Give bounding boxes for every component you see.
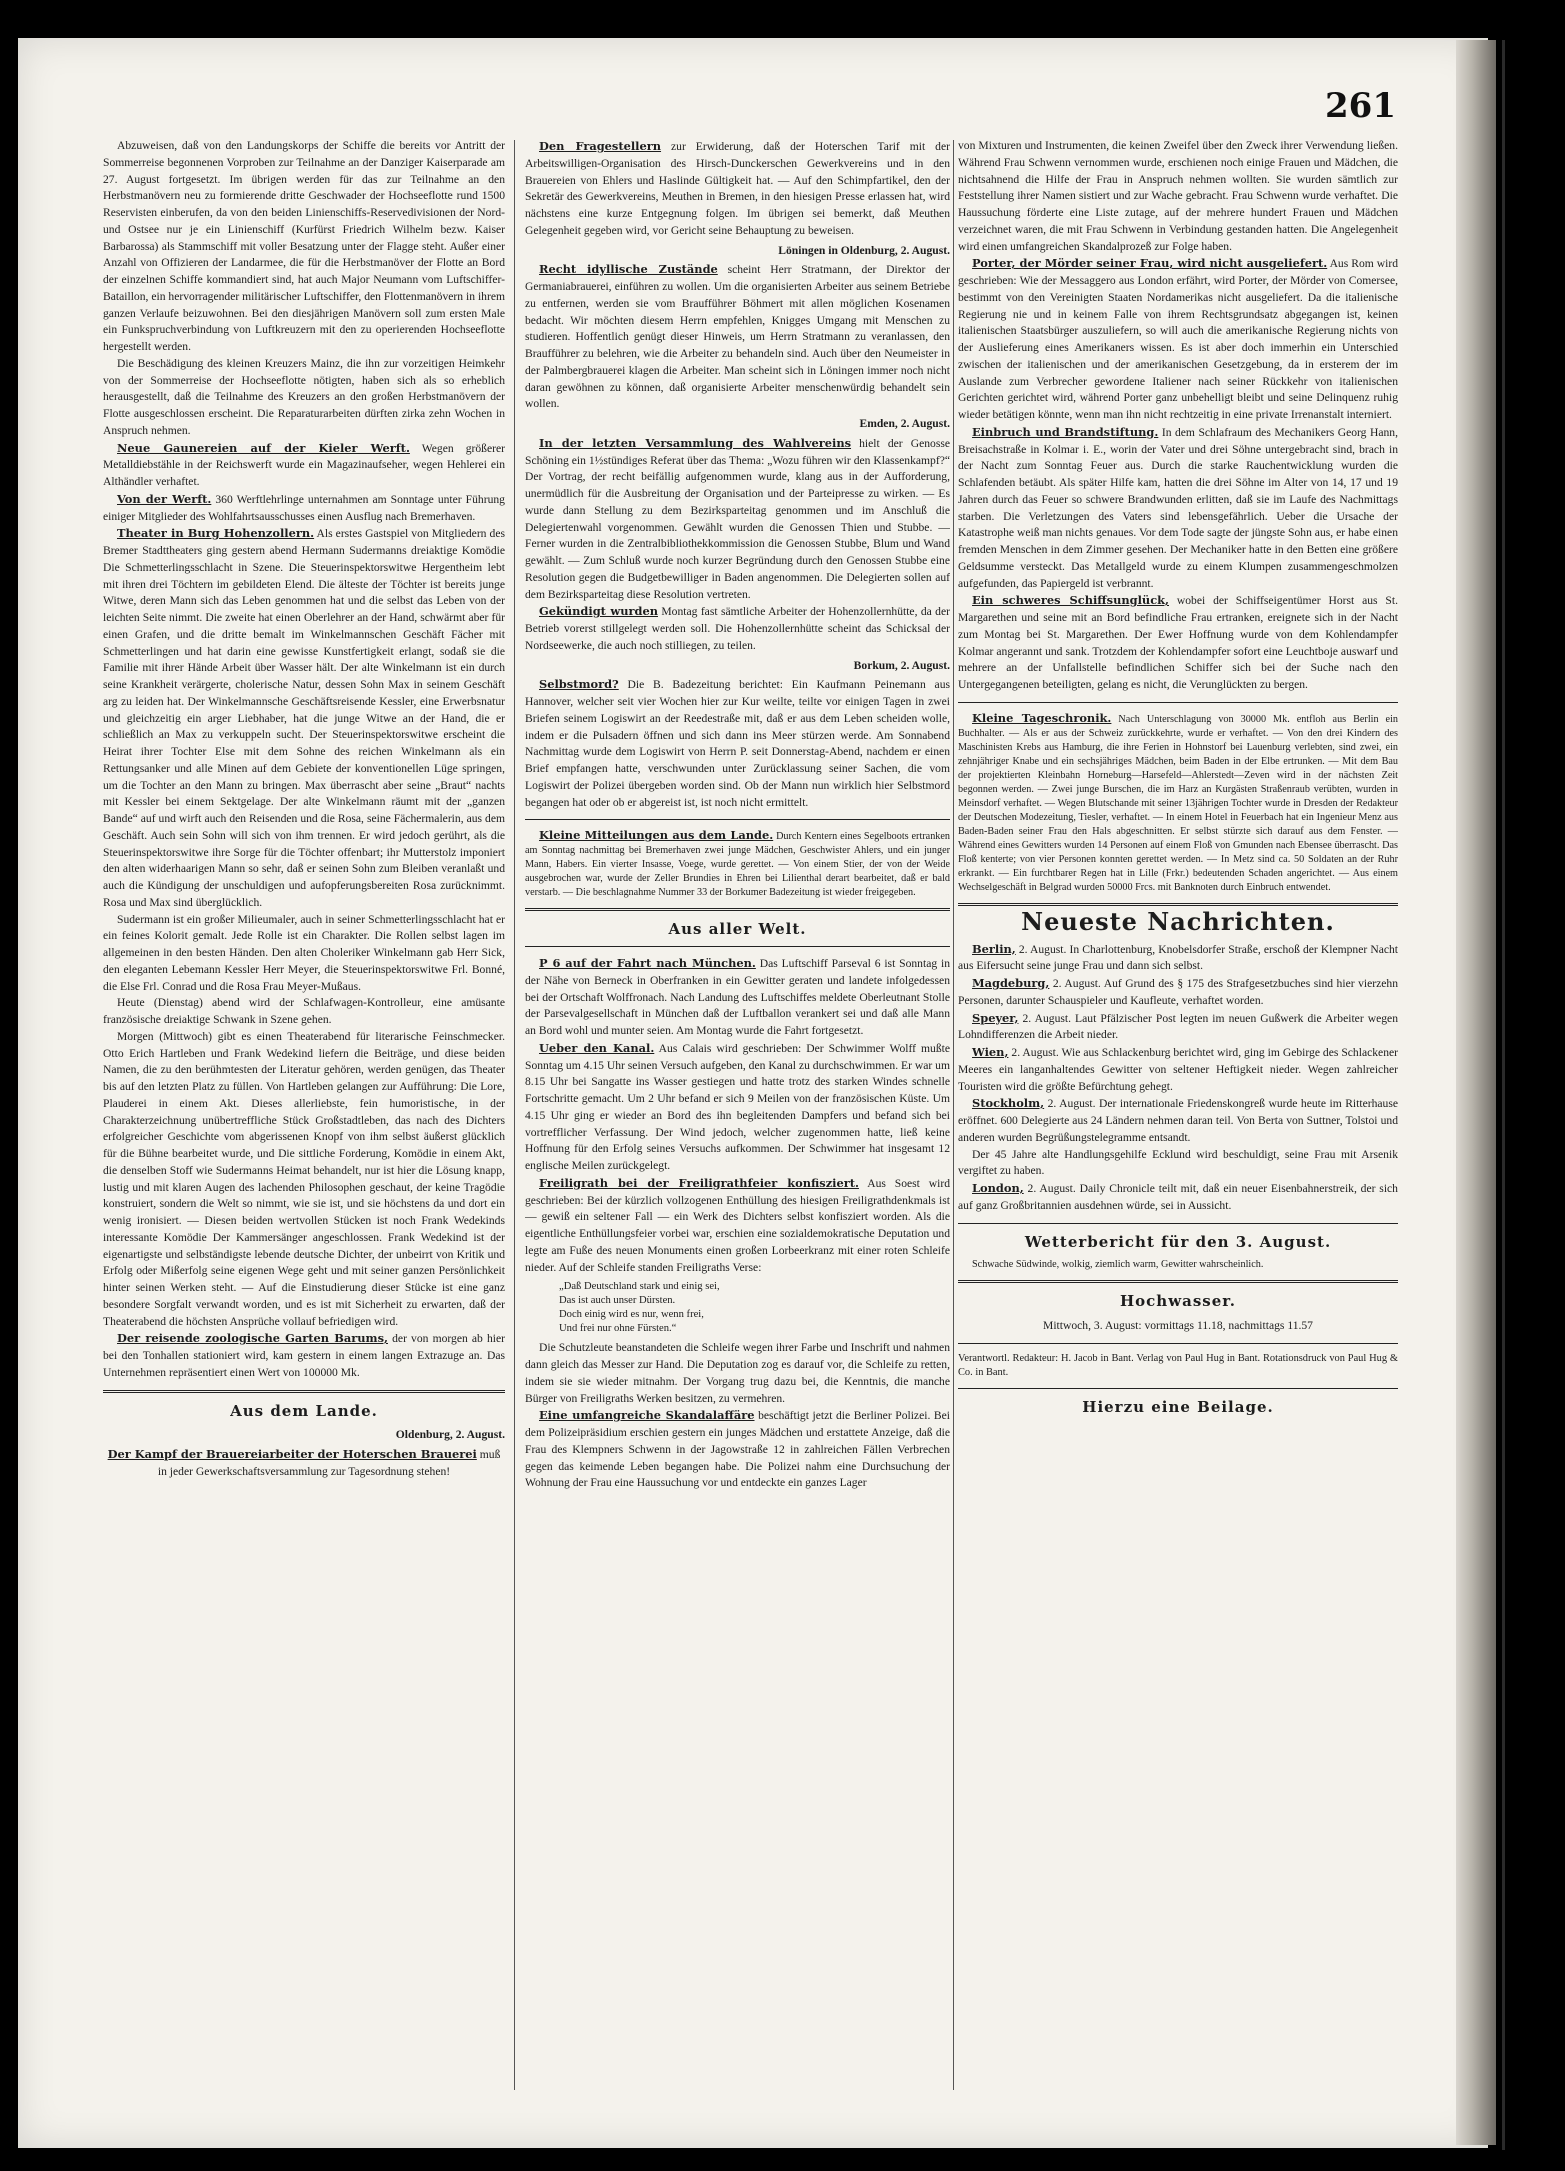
- section-divider: [958, 903, 1398, 906]
- column-1: [103, 138, 505, 2073]
- article-heading: P 6 auf der Fahrt nach München.: [539, 956, 756, 970]
- article: [958, 424, 1398, 593]
- dateline: Oldenburg, 2. August.: [395, 1428, 505, 1442]
- article-text: 2. August. Laut Pfälzischer Post legten im neuen Gußwerk die Arbeiter wegen Lohndifferenzen die Arbeit nieder.: [958, 1011, 1398, 1042]
- article-heading: Theater in Burg Hohenzollern.: [117, 526, 315, 541]
- article-heading: Recht idyllische Zustände: [539, 262, 718, 277]
- supplement-note: Hierzu eine Beilage.: [1082, 1397, 1274, 1416]
- article-text: Wegen größerer Metalldiebstähle in der Reichswerft wurde ein Magazinaufseher, wegen Hehlerei ein Althändler verhaftet.: [103, 441, 505, 488]
- article: [103, 491, 505, 526]
- column-rule: [514, 140, 515, 2090]
- flood-title: Hochwasser.: [1119, 1292, 1237, 1311]
- article-heading: Kleine Tageschronik.: [972, 710, 1112, 725]
- section-divider: [525, 908, 950, 911]
- article-heading: Wien,: [972, 1045, 1009, 1059]
- verse: [559, 1280, 950, 1336]
- column-3: [958, 138, 1398, 2098]
- divider: [958, 1388, 1398, 1389]
- verse-line: „Daß Deutschland stark und einig sei,: [559, 1281, 720, 1293]
- article: [103, 440, 505, 491]
- article-heading: Selbstmord?: [539, 677, 619, 692]
- article-text: Aus Rom wird geschrieben: Wie der Messaggero aus London erfährt, wird Porter, der Mörder von Comersee, bestimmt von den Vereinigten Staaten Nordamerikas nicht ausgeliefert. Da die italienische Regierung nie und in keinem Falle von ihrem Rechtsgrundsatz abgegangen ist, keinen italienischen Staatsbürger auszuliefern, so will auch die amerikanische Regierung nichts von der Auslieferung eines Amerikaners wissen. Es ist aber doch immerhin ein Unterschied zwischen der italienischen und der amerikanischen Gesetzgebung, da in ersterem der im Auslande zum Verbrecher gewordene Italiener nach seiner Rückkehr von italienischen Gerichten gerichtet wird, während Porter ganz unbehelligt bleibt und seine Delinquenz ruhig wieder betätigen könnte, wenn man ihn nicht rechtzeitig in eine private Irrenanstalt interniert.: [958, 257, 1398, 421]
- article: [958, 975, 1398, 1010]
- divider: [958, 1223, 1398, 1224]
- dateline: Emden, 2. August.: [859, 417, 950, 430]
- article-heading: Magdeburg,: [972, 976, 1050, 990]
- section-title-neueste-nachrichten: Neueste Nachrichten.: [1021, 906, 1335, 936]
- article-text: 2. August. Der internationale Friedenskongreß wurde heute im Ritterhause eröffnet. 600 Delegierte aus 24 Ländern nehmen daran teil. Von Berta von Suttner, Tolstoi und anderen wurden Begrüßungstelegramme entsandt.: [958, 1097, 1398, 1144]
- binding-edge: [1502, 40, 1505, 2150]
- weather-title: Wetterbericht für den 3. August.: [1024, 1232, 1332, 1251]
- article-text: Aus Soest wird geschrieben: Bei der kürzlich vollzogenen Enthüllung des hiesigen Freiligrathdenkmals ist — gewiß ein seltener Fall — ein Werk des Dichters selbst konfisziert worden. Als die eigentliche Enthüllungsfeier vorbei war, erschien eine sozialdemokratische Deputation und legte am Fuße des neuen Monuments einen großen Lorbeerkranz mit einer roten Schleife nieder. Auf der Schleife standen Freiligraths Verse:: [525, 1176, 950, 1274]
- article-heading: Neue Gaunereien auf der Kieler Werft.: [117, 440, 410, 455]
- article: [103, 525, 505, 911]
- article-text: der von morgen ab hier bei den Tonhallen stationiert wird, kam gestern in einem langen Extrazuge an. Das Unternehmen repräsentiert einen Wert von 100000 Mk.: [103, 1332, 505, 1379]
- article: [958, 592, 1398, 694]
- small-news: [958, 711, 1398, 895]
- article: [103, 912, 505, 996]
- divider: [958, 702, 1398, 703]
- article-text: Durch Kentern eines Segelboots ertranken am Sonntag nachmittag bei Bremerhaven zwei junge Mädchen, Geschwister Ahlers, und ein junger Mann, Habers. Ein vierter Insasse, Voege, wurde gerettet. — Von einem Stier, der von der Weide ausgebrochen war, wurde der Zeller Brundies in Ehren bei Lilienthal derart bearbeitet, daß er bald verstarb. — Die beschlagnahme Nummer 33 der Borkumer Badezeitung ist wieder freigegeben.: [525, 831, 950, 899]
- article: [958, 941, 1398, 976]
- article: [103, 1330, 505, 1381]
- article-text: scheint Herr Stratmann, der Direktor der Germaniabrauerei, einführen zu wollen. Um die organisierten Arbeiter aus seinem Betriebe zu entfernen, werden sie vom Braufführer Böhmert mit allen möglichen Kosenamen bedacht. Wir möchten diesem Herrn empfehlen, Knigges Umgang mit Menschen zu studieren. Hoffentlich genügt dieser Hinweis, um Herrn Stratmann zu veranlassen, den Braufführer zu belehren, wie die Arbeiter zu behandeln sind. Auch über den Neumeister in der Palmbergbrauerei klagen die Arbeiter. Man scheint sich in Löningen immer noch nicht daran gewöhnen zu können, daß organisierte Arbeiter menschenwürdig behandelt sein wollen.: [525, 263, 950, 411]
- weather-text: Schwache Südwinde, wolkig, ziemlich warm, Gewitter wahrscheinlich.: [972, 1259, 1264, 1271]
- article: [525, 676, 950, 811]
- section-divider: [103, 1390, 505, 1393]
- article: [958, 138, 1398, 255]
- article: [525, 261, 950, 413]
- article-heading: Ueber den Kanal.: [539, 1040, 655, 1055]
- article-heading: Porter, der Mörder seiner Frau, wird nicht ausgeliefert.: [972, 256, 1328, 271]
- article: [103, 138, 505, 356]
- article-text: Montag fast sämtliche Arbeiter der Hohenzollernhütte, da der Betrieb vorerst stillgelegt werden soll. Die Hohenzollernhütte scheint das Schicksal der Nordseewerke, die auch noch stilliegen, zu teilen.: [525, 605, 950, 652]
- page-number: 261: [1325, 86, 1396, 126]
- article: [103, 995, 505, 1029]
- article-text: wobei der Schiffseigentümer Horst aus St. Margarethen und seine mit an Bord befindliche Frau ertranken, ereignete sich in der Nacht zum Montag bei St. Margarethen. Der Ewer Hoffnung wurde von dem Kohlendampfer Kolmar angerannt und sank. Trotzdem der Kohlendampfer sofort eine Leuchtboje auswarf und mehrere an der Unfallstelle befindlichen Schiffer sich bei der Suche nach den Untergegangenen beteiligten, gelang es nicht, die Verunglückten zu bergen.: [958, 594, 1398, 691]
- article-heading: Kleine Mitteilungen aus dem Lande.: [539, 828, 774, 843]
- divider: [525, 946, 950, 947]
- article-heading: Der reisende zoologische Garten Barums,: [117, 1331, 388, 1346]
- article-text: muß in jeder Gewerkschaftsversammlung zur Tagesordnung stehen!: [157, 1448, 501, 1478]
- article-heading: Der Kampf der Brauereiarbeiter der Hoterschen Brauerei: [107, 1447, 477, 1461]
- article: [525, 603, 950, 654]
- article-text: Aus Calais wird geschrieben: Der Schwimmer Wolff mußte Sonntag um 4.15 Uhr seinen Versuch aufgeben, den Kanal zu durchschwimmen. Er war um 8.15 Uhr bei Sangatte ins Wasser gestiegen und hatte trotz des starken Windes schnelle Fortschritte gemacht. Um 2 Uhr befand er sich 9 Meilen von der französischen Küste. Um 4.15 Uhr ging er wieder an Bord des ihn begleitenden Dampfers und befand sich bei vortrefflicher Verfassung. Der Wind jedoch, welcher zugenommen hatte, ließ keine Hoffnung für den Erfolg seines Versuchs aufkommen. Der Schwimmer hat insgesamt 12 englische Meilen zurückgelegt.: [525, 1041, 950, 1172]
- dateline: Löningen in Oldenburg, 2. August.: [778, 243, 950, 257]
- article-text: Die B. Badezeitung berichtet: Ein Kaufmann Peinemann aus Hannover, welcher seit vier Wochen hier zur Kur weilte, teilte vor einigen Tagen in zwei Briefen seinem Logiswirt an der Reedestraße mit, daß er aus dem Leben scheiden wolle, indem er die Pulsadern öffnen und sich dann ins Meer stürzen werde. Am Sonnabend Nachmittag wurde dem Logiswirt von Herrn P. seit Donnerstag-Abend, nachdem er einen Brief empfangen hatte, verschwunden unter Zurücklassung seiner Sachen, die vom Logiswirt der Polizei übergeben worden sind. Ob der Mann nun wirklich hier Selbstmord begangen hat oder ob er abgereist ist, ist noch nicht ermittelt.: [525, 678, 950, 809]
- article-heading: Freiligrath bei der Freiligrathfeier konfisziert.: [539, 1175, 859, 1190]
- article: [525, 1407, 950, 1492]
- divider: [525, 819, 950, 820]
- article-text: Als erstes Gastspiel von Mitgliedern des Bremer Stadttheaters ging gestern abend Hermann Sudermanns dreiaktige Komödie Die Schmetterlingsschlacht in Szene. Die Steuerinspektorswitwe Hergentheim lebt mit ihren drei Töchtern im gebildeten Elend. Die älteste der Töchter ist bereits junge Witwe, deren Mann sich das Leben genommen hat und die selbst das Leben von der leichten Seite nimmt. Die zweite hat einen Oberlehrer an der Hand, schwärmt aber für einen Grafen, und die dritte bemalt im Winkelmannschen Geschäft Fächer mit Schmetterlingen und hat darin eine gewisse Kunstfertigkeit erlangt, sodaß sie die Familie mit ihrer Hände Arbeit über Wasser hält. Der alte Winkelmann ist ein durch seine Krankheit verärgerte, cholerische Natur, dessen Sohn Max in seinem Geschäft arg zu leiden hat. Der Winkelmannsche Geschäftsreisende Kessler, eine Erwerbsnatur und gleichzeitig ein arger Liebhaber, hat die junge Witwe an der Hand, die er schließlich an Max zu verkuppeln sucht. Der Steuerinspektorswitwe erscheint die Heirat ihrer Tochter Else mit dem Sohne des reichen Winkelmann als ein Rettungsanker und alle Minen auf dem Gebiete der konventionellen Lüge springen, um die Tochter an den Mann zu bringen. Max überrascht aber seine „Braut“ nachts mit Kessler bei einem Sektgelage. Der alte Winkelmann räumt mit der „ganzen Bande“ auf und wirft auch den Reisenden und die Rosa, seine Fächermalerin, aus dem Geschäft. Auch sein Sohn will sich von ihm trennen. Er wird jedoch gerührt, als die Steuerinspektorswitwe ihre Sorge für die Töchter offenbart; ihr Mutterstolz imponiert den alten widerhaarigen Mann so sehr, daß er seinen Sohn zum Bleiben veranlaßt und auch die Kündigung der unschuldigen und aufopferungsbereiten Rosa zurücknimmt. Rosa und Max sind überglücklich.: [103, 527, 505, 909]
- article: [958, 1095, 1398, 1146]
- article-text: hielt der Genosse Schöning ein 1½stündiges Referat über das Thema: „Wozu führen wir den Klassenkampf?“ Der Vortrag, der recht beifällig aufgenommen wurde, klang aus in der Aufforderung, unermüdlich für die Ausbreitung der Organisation und der Parteipresse zu wirken. — Es wurde dann Stellung zu dem Bezirksparteitag genommen und im Anschluß die Delegiertenwahl vorgenommen. Gewählt wurden die Genossen Thien und Stubbe. — Ferner wurden in die Zentralbibliothekkommission die Genossen Stubbe, Blum und Wand gewählt. — Zum Schluß wurde noch kurzer Begründung durch den Genossen Stubbe eine Resolution gegen die Budgetbewilliger in Baden angenommen. Die Delegierten sollen auf dem Bezirksparteitag diese Resolution vertreten.: [525, 436, 950, 601]
- article-heading: Gekündigt wurden: [539, 604, 658, 619]
- article-heading: Eine umfangreiche Skandalaffäre: [539, 1408, 755, 1423]
- article-heading: Speyer,: [972, 1010, 1019, 1025]
- article-text: 360 Werftlehrlinge unternahmen am Sonntage unter Führung einiger Mitglieder des Wohlfahrtsausschusses einen Ausflug nach Bremerhaven.: [103, 492, 505, 523]
- article-text: Der 45 Jahre alte Handlungsgehilfe Ecklund wird beschuldigt, seine Frau mit Arsenik vergiftet zu haben.: [958, 1147, 1398, 1178]
- article-heading: Den Fragestellern: [539, 139, 662, 153]
- article-text: Morgen (Mittwoch) gibt es einen Theaterabend für literarische Feinschmecker. Otto Erich Hartleben und Frank Wedekind liefern die Beiträge, und diese beiden Namen, die zu den berühmtesten der Literatur gehören, werden genügen, das Theater bis auf den letzten Platz zu füllen. Von Hartleben gelangen zur Aufführung: Die Lore, Plauderei in einem Akt. Dieses allerliebste, fein humoristische, in der Charakterzeichnung unübertreffliche Stück Großstadtleben, das nach des Dichters erfolgreicher Geschichte vom abgerissenen Knopf von ihm selbst äußerst glücklich für die Bühne bearbeitet wurde, und Die sittliche Forderung, Komödie in einem Akt, die denselben Stoff wie Sudermanns Heimat behandelt, nur ist hier die Lösung knapp, lustig und mit klaren Augen des lachenden Philosophen geschaut, der keine Tragödie konstruiert, sondern die Welt so nimmt, wie sie ist, und sie höchstens da und dort ein wenig ironisiert. — Diesen beiden wertvollen Stücken ist noch Frank Wedekinds interessante Komödie Der Kammersänger angeschlossen. Frank Wedekind ist der eigenartigste und selbständigste lebende deutsche Dichter, der unbeirrt von Kritik und Erfolg oder Mißerfolg seine eigenen Wege geht und mit seiner ganzen Persönlichkeit hinter seinen Werken steht. — Auf die Einstudierung dieser Stücke ist eine ganz besondere Sorgfalt verwandt worden, und es ist mit Sicherheit zu erwarten, daß der Theaterabend die höchsten Ansprüche vollauf befriedigen wird.: [103, 1029, 505, 1328]
- article-text: Sudermann ist ein großer Milieumaler, auch in seiner Schmetterlingsschlacht hat er ein feines Kolorit gemalt. Jede Rolle ist ein Charakter. Die Rollen selbst lagen im allgemeinen in den besten Händen. Den alten Choleriker Winkelmann gab Herr Sick, den eleganten Lebemann Kessler Herr Meyer, die Steuerinspektorswitwe Frl. Bonné, die Else Frl. Conrad und die Rosa Frau Meyer-Mußaus.: [103, 912, 505, 993]
- article-text: 2. August. Daily Chronicle teilt mit, daß ein neuer Eisenbahnerstreik, der sich auf ganz Großbritannien ausdehnen würde, sei in Aussicht.: [958, 1182, 1398, 1212]
- article: [525, 1175, 950, 1277]
- article-text: Die Beschädigung des kleinen Kreuzers Mainz, die ihn zur vorzeitigen Heimkehr von der Sommerreise der Hochseeflotte nötigten, haben sich als so erheblich herausgestellt, daß die Teilnahme des Kreuzers an den großen Herbstmanövern der Flotte ausgeschlossen erscheint. Die Reparaturarbeiten dürften zirka zehn Wochen in Anspruch nehmen.: [103, 356, 505, 437]
- section-divider: [958, 1280, 1398, 1283]
- article-text: zur Erwiderung, daß der Hoterschen Tarif mit der Arbeitswilligen-Organisation des Hirsch-Dunckerschen Gewerkvereins und in den Brauereien von Ehlers und Haslinde Gültigkeit hat. — Auf den Schimpfartikel, den der Sekretär des Gewerkvereins, Meuthen in Bremen, in den hiesigen Presse erlassen hat, wird nächstens eine kurze Entgegnung folgen. Im übrigen sei bemerkt, daß Meuthen Gelegenheit gegeben wird, vor Gericht seine Behauptung zu beweisen.: [525, 140, 950, 237]
- article-text: Das Luftschiff Parseval 6 ist Sonntag in der Nähe von Berneck in Oberfranken in ein Gewitter geraten und landete infolgedessen bei der Ortschaft Wolffronach. Nach Landung des Luftschiffes meldete Oberleutnant Stolle der Parsevalgesellschaft in München daß der Luftballon verankert sei und daß alle Mann an Bord wohl und munter seien. Am Montag wurde die Fahrt fortgesetzt.: [525, 957, 950, 1037]
- verse-line: Doch einig wird es nur, wenn frei,: [559, 1309, 704, 1321]
- column-rule: [953, 140, 954, 2090]
- article-text: Nach Unterschlagung von 30000 Mk. entfloh aus Berlin ein Buchhalter. — Als er aus der Schweiz zurückkehrte, wurde er verhaftet. — Von den drei Kindern des Maschinisten Krebs aus Hamburg, die ihre Ferien in Hohnstorf bei Lauenburg verlebten, sind zwei, ein zehnjähriger Knabe und ein sechsjähriges Mädchen, beim Baden in der Elbe ertrunken. — Mit dem Bau der projektierten Kleinbahn Horneburg—Harsefeld—Ahlerstedt—Zeven wird in der nächsten Zeit begonnen werden. — Zwei junge Burschen, die im Harz an Kurgästen Straßenraub verübten, wurden in Meinsdorf verhaftet. — Wegen Blutschande mit seiner 13jährigen Tochter wurde in Dresden der Redakteur der Deutschen Modezeitung, Tiesler, verhaftet. — In einem Hotel in Feuerbach hat ein Ingenieur Menz aus Baden-Baden seiner Frau den Hals abgeschnitten. Er selbst stürzte sich darauf aus dem Fenster. — Während eines Gewitters wurden 14 Personen auf einem Floß von Gmunden nach Ebensee überrascht. Das Floß kenterte; von vier Personen konnten gerettet werden. — In Metz sind ca. 50 Soldaten an der Ruhr erkrankt. — Ein furchtbarer Regen hat in Lille (Frkr.) bedeutenden Schaden angerichtet. — Aus einem Wechselgeschäft in Belgrad wurden 50000 Frcs. mit Banknoten durch Einbruch entwendet.: [958, 713, 1398, 893]
- section-title-aus-aller-welt: Aus aller Welt.: [668, 920, 807, 939]
- article: [103, 356, 505, 440]
- divider: [958, 1343, 1398, 1344]
- article-text: In dem Schlafraum des Mechanikers Georg Hann, Breisachstraße in Kolmar i. E., worin der Vater und drei Söhne untergebracht sind, brach in der Nacht zum Sonntag Feuer aus. Durch die starke Rauchentwicklung wurden die Schlafenden betäubt. Als später Hilfe kam, hatten die drei Söhne im Alter von 14, 17 und 19 Jahren durch das Feuer so schwere Brandwunden erlitten, daß sie im Laufe des Nachmittags starben. Die Verletzungen des Vaters sind lebensgefährlich. Ueber die Ursache der Katastrophe weiß man nichts genaues. Vor dem Tode sagte der jüngste Sohn aus, er habe einen fremden Menschen in dem Zimmer gesehen. Der Mechaniker hatte in den Betten eine größere Geldsumme versteckt. Das Metallgeld wurde zu einem Klumpen zusammengeschmolzen aufgefunden, das Papiergeld ist verbrannt.: [958, 425, 1398, 590]
- article-heading: Ein schweres Schiffsunglück,: [972, 593, 1169, 608]
- article: [525, 435, 950, 604]
- article-text: Abzuweisen, daß von den Landungskorps der Schiffe die bereits vor Antritt der Sommerreise begonnenen Vorproben zur Teilnahme an der Danziger Kaiserparade am 27. August fortgesetzt. Im übrigen werden für das zur Teilnahme an den Herbstmanövern neu zu formierende dritte Geschwader der Hochseeflotte rund 1500 Reservisten einberufen, da von den beiden Linienschiffs-Reservedivisionen der Nord- und Ostsee nur je ein Linienschiff (Kurfürst Friedrich Wilhelm bezw. Kaiser Barbarossa) als Stammschiff mit voller Besatzung unter der Flagge steht. Außer einer Anzahl von Offizieren der Landarmee, die für die Herbstmanöver der Flotte an Bord der einzelnen Schiffe kommandiert sind, hat auch Major Neumann vom Luftschiffer-Bataillon, ein hervorragender militärischer Luftschiffer, den Flottenmanövern in ihrem ganzen Verlaufe beizuwohnen. Bei den diesjährigen Manövern soll zum ersten Male ein Funkspruchverbindung von Luftkreuzern mit den zu operierenden Hochseeflotte hergestellt werden.: [103, 139, 505, 353]
- article-text: 2. August. In Charlottenburg, Knobelsdorfer Straße, erschoß der Klempner Nacht aus Eifersucht seine junge Frau und dann sich selbst.: [958, 942, 1398, 973]
- article-heading: Stockholm,: [972, 1096, 1045, 1111]
- article-text: 2. August. Wie aus Schlackenburg berichtet wird, ging im Gebirge des Schlackener Meeres ein langanhaltendes Gewitter von seltener Heftigkeit nieder. Wegen zahlreicher Touristen wird die größte Befürchtung gehegt.: [958, 1046, 1398, 1093]
- article-text: beschäftigt jetzt die Berliner Polizei. Bei dem Polizeipräsidium erschien gestern ein junges Mädchen und erstattete Anzeige, daß die Frau des Klempners Schwenn in der Jagowstraße 12 in zahlreichen Fällen Verbrechen gegen das keimende Leben begangen habe. Die Polizei nahm eine Durchsuchung der Wohnung der Frau eine Haussuchung vor und entdeckte ein ganzes Lager: [525, 1409, 950, 1490]
- article: [958, 1044, 1398, 1095]
- small-news: [525, 828, 950, 900]
- article-heading: Einbruch und Brandstiftung.: [972, 424, 1159, 439]
- dateline: Borkum, 2. August.: [853, 658, 950, 672]
- article: [103, 1029, 505, 1331]
- article-heading: In der letzten Versammlung des Wahlvereins: [539, 435, 852, 450]
- article-text: von Mixturen und Instrumenten, die keinen Zweifel über den Zweck ihrer Verwendung ließen. Während Frau Schwenn vernommen wurde, erschienen noch einige Frauen und Mädchen, die nichtsahnend die Hilfe der Frau in Anspruch nehmen wollten. Sie wurden sämtlich zur Feststellung ihrer Namen sistiert und zur Wache gebracht. Frau Schwenn wurde verhaftet. Die Haussuchung förderte eine Liste zutage, auf der mehrere hundert Frauen und Mädchen verzeichnet waren, die mit Frau Schwenn in Verbindung gestanden hatten. Die Angelegenheit wird einen umfangreichen Skandalprozeß zur Folge haben.: [958, 139, 1398, 253]
- verse-line: Das ist auch unser Dürsten.: [559, 1295, 676, 1307]
- article: [103, 1446, 505, 1481]
- article: [958, 1147, 1398, 1181]
- page-binding: [1456, 40, 1496, 2145]
- article-text: Heute (Dienstag) abend wird der Schlafwagen-Kontrolleur, eine amüsante französische dreiaktige Schwank in Szene gehen.: [103, 996, 505, 1026]
- article: [525, 1040, 950, 1175]
- column-2: [525, 138, 950, 2098]
- article-text: Die Schutzleute beanstandeten die Schleife wegen ihrer Farbe und Inschrift und nahmen dann gleich das Messer zur Hand. Die Deputation zog es darauf vor, die Schleife zu retten, indem sie sie wieder mitnahm. Der Vorgang trug dazu bei, die Kenntnis, die manche Bürger von Freiligraths Werken besitzen, zu vermehren.: [525, 1341, 950, 1405]
- verse-line: Und frei nur ohne Fürsten.“: [559, 1323, 677, 1335]
- article-heading: Berlin,: [972, 941, 1016, 956]
- article-heading: London,: [972, 1181, 1024, 1195]
- article: [958, 1010, 1398, 1045]
- article: [958, 1180, 1398, 1215]
- article: [958, 255, 1398, 424]
- article: [525, 1340, 950, 1407]
- section-title-aus-dem-lande: Aus dem Lande.: [230, 1401, 378, 1420]
- article-heading: Von der Werft.: [117, 491, 212, 506]
- article: [525, 955, 950, 1040]
- flood-text: Mittwoch, 3. August: vormittags 11.18, nachmittags 11.57: [1043, 1319, 1313, 1332]
- article-text: 2. August. Auf Grund des § 175 des Strafgesetzbuches sind hier vierzehn Personen, darunter Schauspieler und Kaufleute, verhaftet worden.: [958, 977, 1398, 1007]
- imprint: Verantwortl. Redakteur: H. Jacob in Bant. Verlag von Paul Hug in Bant. Rotationsdruck von Paul Hug & Co. in Bant.: [958, 1352, 1398, 1378]
- article: [525, 138, 950, 240]
